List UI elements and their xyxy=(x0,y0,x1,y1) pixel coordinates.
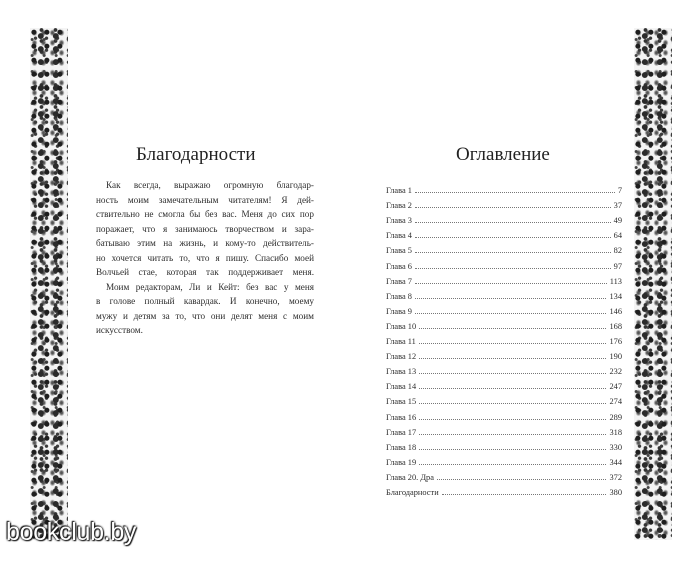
toc-entry-label: Глава 11 xyxy=(386,337,416,347)
toc-leader-dots xyxy=(419,449,606,450)
toc-leader-dots xyxy=(419,419,606,420)
toc-leader-dots xyxy=(419,388,606,389)
toc-entry[interactable] xyxy=(386,316,622,331)
ack-line: но хочется читать то, что я пишу. Спасибо моей xyxy=(96,252,314,263)
toc-leader-dots xyxy=(415,207,611,208)
toc-entry[interactable] xyxy=(386,467,622,482)
toc-entry-page: 113 xyxy=(609,276,622,286)
toc-entry-page: 49 xyxy=(613,216,622,226)
toc-leader-dots xyxy=(419,343,607,344)
toc-entry-page: 380 xyxy=(609,487,622,497)
toc-entry-page: 7 xyxy=(617,186,622,196)
toc-entry-page: 168 xyxy=(609,321,622,331)
toc-leader-dots xyxy=(415,313,606,314)
toc-leader-dots xyxy=(419,464,606,465)
ack-line: в голове полный кавардак. И конечно, моему xyxy=(96,296,314,307)
left-ornament-border xyxy=(30,28,68,540)
ack-line: искусством. xyxy=(96,325,143,336)
toc-entry-page: 82 xyxy=(613,246,622,256)
toc-entry[interactable] xyxy=(386,240,622,255)
toc-entry-label: Глава 6 xyxy=(386,261,412,271)
toc-entry-page: 330 xyxy=(609,442,622,452)
toc-entry[interactable] xyxy=(386,452,622,467)
ack-line: поражает, что я занимаюсь творчеством и зара- xyxy=(96,223,314,234)
toc-entry-label: Глава 17 xyxy=(386,427,417,437)
toc-entry[interactable] xyxy=(386,437,622,452)
toc-entry-label: Глава 12 xyxy=(386,352,417,362)
right-ornament-border xyxy=(634,28,672,540)
toc-entry-label: Глава 2 xyxy=(386,201,412,211)
toc-entry[interactable] xyxy=(386,286,622,301)
toc-leader-dots xyxy=(442,494,607,495)
ack-line: Моим редакторам, Ли и Кейт: без вас у меня xyxy=(106,281,314,292)
ack-line: батываю этим на жизнь, и кому-то действитель- xyxy=(96,238,314,249)
toc-entry-page: 289 xyxy=(609,412,622,422)
toc-entry[interactable] xyxy=(386,422,622,437)
toc-leader-dots xyxy=(419,403,606,404)
toc-entry[interactable] xyxy=(386,195,622,210)
ack-line: Как всегда, выражаю огромную благодар- xyxy=(106,180,314,190)
toc-entry[interactable] xyxy=(386,255,622,270)
toc-entry-page: 134 xyxy=(609,291,622,301)
toc-entry-label: Глава 13 xyxy=(386,367,417,377)
acknowledgements-title: Благодарности xyxy=(136,144,256,165)
acknowledgements-text xyxy=(96,178,314,338)
toc-entry-label: Благодарности xyxy=(386,487,439,497)
toc-entry-label: Глава 18 xyxy=(386,442,417,452)
toc-entry-label: Глава 20. Дра xyxy=(386,472,434,482)
toc-entry-page: 247 xyxy=(609,382,622,392)
toc-entry-page: 232 xyxy=(609,367,622,377)
toc-entry-label: Глава 15 xyxy=(386,397,417,407)
toc-entry-label: Глава 16 xyxy=(386,412,417,422)
toc-entry[interactable] xyxy=(386,301,622,316)
toc-entry[interactable] xyxy=(386,346,622,361)
toc-entry-label: Глава 1 xyxy=(386,186,412,196)
toc-entry-label: Глава 3 xyxy=(386,216,412,226)
toc-leader-dots xyxy=(415,283,607,284)
toc-entry-page: 372 xyxy=(609,472,622,482)
ack-line: ность моим замечательным читателям! Я дей- xyxy=(96,194,314,205)
ack-line: Волчьей стае, которая так поддерживает меня. xyxy=(96,267,314,278)
toc-entry-label: Глава 9 xyxy=(386,306,412,316)
toc-entry[interactable] xyxy=(386,376,622,391)
toc-entry-label: Глава 4 xyxy=(386,231,412,241)
toc-entry-label: Глава 7 xyxy=(386,276,412,286)
toc-entry-page: 176 xyxy=(609,337,622,347)
toc-entry-page: 37 xyxy=(613,201,622,211)
toc-leader-dots xyxy=(419,358,606,359)
site-watermark: bookclub.by xyxy=(6,518,137,546)
toc-entry[interactable] xyxy=(386,210,622,225)
toc-leader-dots xyxy=(415,192,615,193)
toc-leader-dots xyxy=(437,479,606,480)
table-of-contents xyxy=(386,180,622,497)
toc-leader-dots xyxy=(419,373,606,374)
toc-leader-dots xyxy=(415,298,606,299)
toc-entry[interactable] xyxy=(386,361,622,376)
ack-line: мужу и детям за то, что они делят меня с моим xyxy=(96,310,314,321)
toc-leader-dots xyxy=(415,268,611,269)
toc-entry[interactable] xyxy=(386,391,622,406)
toc-entry[interactable] xyxy=(386,482,622,497)
toc-entry-page: 344 xyxy=(609,457,622,467)
toc-entry-page: 190 xyxy=(609,352,622,362)
toc-title: Оглавление xyxy=(456,144,550,165)
toc-leader-dots xyxy=(415,222,611,223)
toc-entry-page: 64 xyxy=(613,231,622,241)
toc-leader-dots xyxy=(415,237,611,238)
toc-leader-dots xyxy=(415,252,611,253)
toc-entry[interactable] xyxy=(386,271,622,286)
toc-entry-page: 146 xyxy=(609,306,622,316)
toc-entry[interactable] xyxy=(386,406,622,421)
toc-leader-dots xyxy=(419,434,606,435)
toc-entry-page: 274 xyxy=(609,397,622,407)
toc-entry[interactable] xyxy=(386,331,622,346)
toc-entry-label: Глава 10 xyxy=(386,321,417,331)
toc-entry-label: Глава 8 xyxy=(386,291,412,301)
toc-entry-label: Глава 5 xyxy=(386,246,412,256)
toc-entry-label: Глава 19 xyxy=(386,457,417,467)
toc-entry-label: Глава 14 xyxy=(386,382,417,392)
toc-leader-dots xyxy=(419,328,606,329)
ack-line: ствительно не смогла бы без вас. Меня до сих пор xyxy=(96,209,314,220)
toc-entry[interactable] xyxy=(386,180,622,195)
toc-entry-page: 318 xyxy=(609,427,622,437)
toc-entry[interactable] xyxy=(386,225,622,240)
toc-entry-page: 97 xyxy=(613,261,622,271)
